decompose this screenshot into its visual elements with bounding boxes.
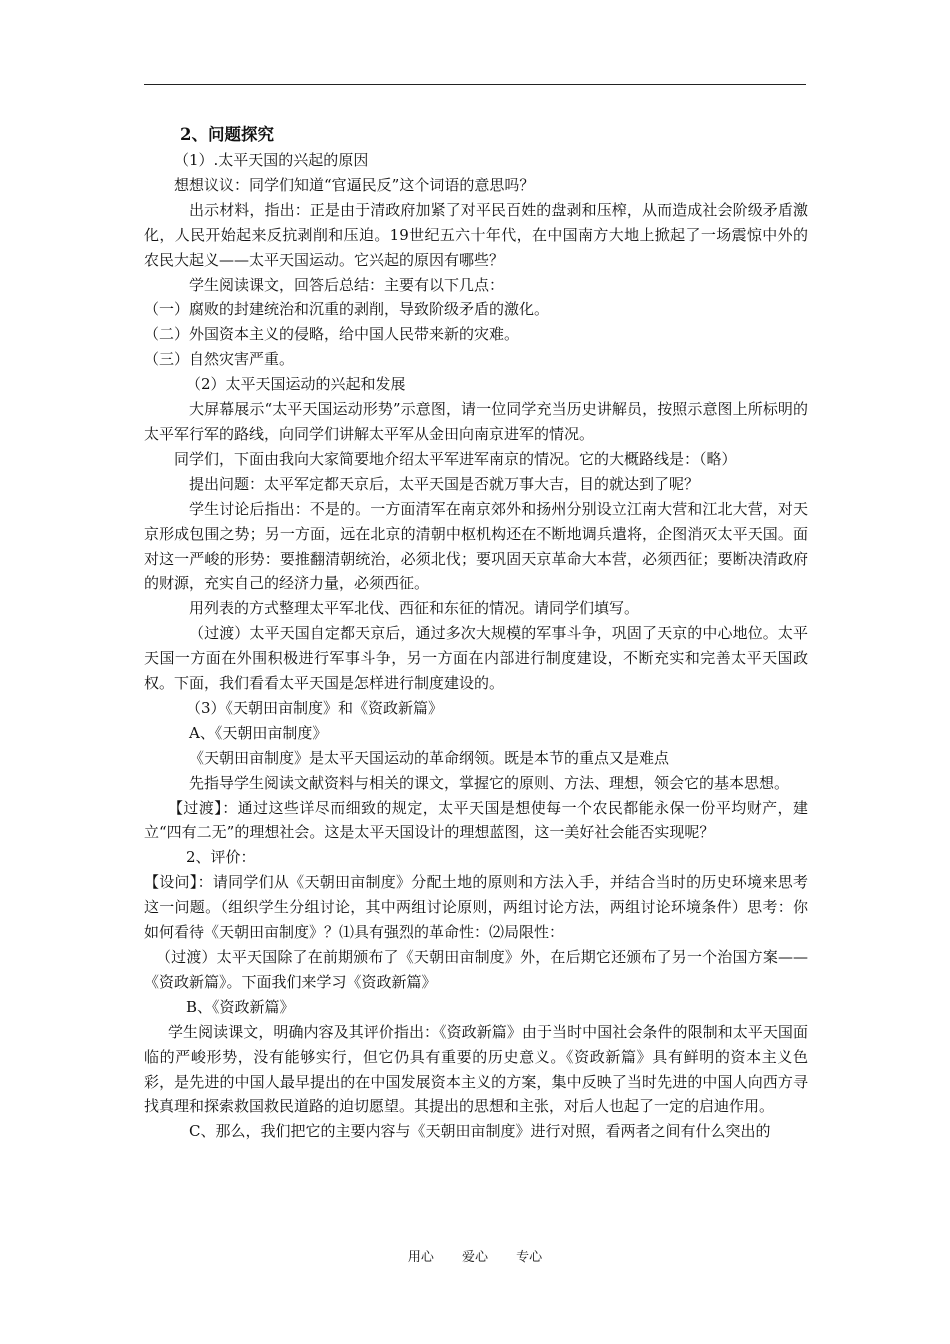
document-body (144, 122, 808, 1144)
paragraph: 学生阅读课文，明确内容及其评价指出：《资政新篇》由于当时中国社会条件的限制和太平天国面临的严峻形势，没有能够实行，但它仍具有重要的历史意义。《资政新篇》具有鲜明的资本主义色彩，是先进的中国人最早提出的在中国发展资本主义的方案，集中反映了当时先进的中国人向西方寻找真理和探索救国救民道路的迫切愿望。其提出的思想和主张，对后人也起了一定的启迪作用。 (144, 1022, 808, 1116)
subsection-title: （3）《天朝田亩制度》和《资政新篇》 (186, 698, 444, 717)
paragraph: 《天朝田亩制度》是太平天国运动的革命纲领。既是本节的重点又是难点 (189, 748, 670, 767)
page-footer (0, 1246, 950, 1265)
list-item: （一）腐败的封建统治和沉重的剥削，导致阶级矛盾的激化。 (144, 300, 550, 319)
list-item: （二）外国资本主义的侵略，给中国人民带来新的灾难。 (144, 325, 520, 344)
paragraph: C、那么，我们把它的主要内容与《天朝田亩制度》进行对照，看两者之间有什么突出的 (189, 1122, 771, 1141)
paragraph: 先指导学生阅读文献资料与相关的课文，掌握它的原则、方法、理想，领会它的基本思想。 (189, 773, 790, 792)
subsection-title: A、《天朝田亩制度》 (189, 723, 328, 742)
paragraph: （过渡）太平天国除了在前期颁布了《天朝田亩制度》外，在后期它还颁布了另一个治国方案——《资政新篇》。下面我们来学习《资政新篇》 (144, 948, 808, 991)
subsection-title: B、《资政新篇》 (186, 997, 295, 1016)
section-heading: 2、问题探究 (180, 125, 274, 144)
paragraph: 学生阅读课文，回答后总结：主要有以下几点： (189, 275, 505, 294)
paragraph: 大屏幕展示“太平天国运动形势”示意图，请一位同学充当历史讲解员，按照示意图上所标明的太平军行军的路线，向同学们讲解太平军从金田向南京进军的情况。 (144, 400, 808, 443)
list-item: （三）自然灾害严重。 (144, 350, 295, 369)
footer-text: 专心 (516, 1250, 543, 1265)
paragraph: 学生讨论后指出：不是的。一方面清军在南京郊外和扬州分别设立江南大营和江北大营，对天京形成包围之势；另一方面，远在北京的清朝中枢机构还在不断地调兵遣将，企图消灭太平天国。面对这一严峻的形势：要推翻清朝统治，必须北伐；要巩固天京革命大本营，必须西征；要断决清政府的财源，充实自己的经济力量，必须西征。 (144, 499, 808, 593)
header-rule (144, 84, 806, 85)
paragraph: 同学们，下面由我向大家简要地介绍太平军进军南京的情况。它的大概路线是：（略） (174, 449, 737, 468)
paragraph: 用列表的方式整理太平军北伐、西征和东征的情况。请同学们填写。 (189, 599, 640, 618)
paragraph: 提出问题：太平军定都天京后，太平天国是否就万事大吉，目的就达到了呢？ (189, 474, 700, 493)
paragraph: 【过渡】：通过这些详尽而细致的规定，太平天国是想使每一个农民都能永保一份平均财产，建立“四有二无”的理想社会。这是太平天国设计的理想蓝图，这一美好社会能否实现呢？ (144, 798, 808, 842)
footer-text: 爱心 (461, 1250, 488, 1265)
footer-text: 用心 (407, 1250, 434, 1265)
paragraph: 想想议议：同学们知道“官逼民反”这个词语的意思吗？ (174, 175, 535, 194)
subsection-title: （1）.太平天国的兴起的原因 (174, 151, 369, 169)
subsection-title: （2）太平天国运动的兴起和发展 (186, 375, 406, 394)
paragraph: （过渡）太平天国自定都天京后，通过多次大规模的军事斗争，巩固了天京的中心地位。太平天国一方面在外围积极进行军事斗争，另一方面在内部进行制度建设，不断充实和完善太平天国政权。下面，我们看看太平天国是怎样进行制度建设的。 (144, 624, 808, 693)
paragraph: 【设问】：请同学们从《天朝田亩制度》分配土地的原则和方法入手，并结合当时的历史环境来思考这一问题。（组织学生分组讨论，其中两组讨论原则，两组讨论方法，两组讨论环境条件）思考：你如何看待《天朝田亩制度》？⑴具有强烈的革命性：⑵局限性： (144, 873, 808, 942)
paragraph: 出示材料，指出：正是由于清政府加紧了对平民百姓的盘剥和压榨，从而造成社会阶级矛盾激化，人民开始起来反抗剥削和压迫。19世纪五六十年代，在中国南方大地上掀起了一场震惊中外的农民大起义——太平天国运动。它兴起的原因有哪些？ (144, 200, 808, 269)
subsection-title: 2、评价： (186, 848, 256, 867)
